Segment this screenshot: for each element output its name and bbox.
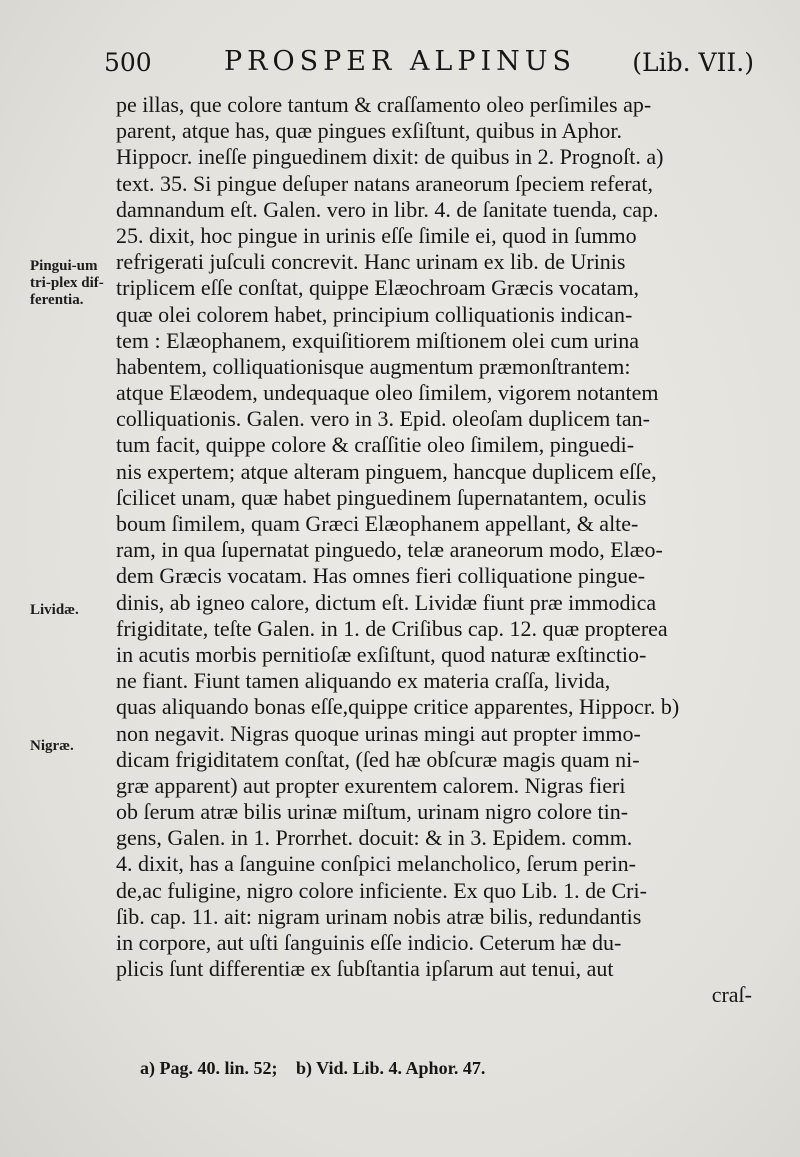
text-line: plicis ſunt differentiæ ex ſubſtantia ipſarum aut tenui, aut	[116, 956, 614, 982]
main-text-block	[116, 92, 764, 1009]
text-line: pe illas, que colore tantum & craſſamento oleo perſimiles ap-	[116, 92, 652, 117]
text-line: tem : Elæophanem, exquiſitiorem miſtionem olei cum urina	[116, 327, 640, 353]
running-title: PROSPER ALPINUS	[224, 46, 577, 77]
text-line: ob ſerum atræ bilis urinæ miſtum, urinam nigro colore tin-	[116, 799, 629, 825]
text-line: habentem, colliquationisque augmentum præmonſtrantem:	[116, 353, 631, 379]
text-line: quas aliquando bonas eſſe,quippe critice apparentes, Hippocr. b)	[116, 694, 680, 720]
footnote-a: a) Pag. 40. lin. 52;	[140, 1058, 278, 1078]
text-line: ſib. cap. 11. ait: nigram urinam nobis atræ bilis, redundantis	[116, 903, 642, 929]
text-line: nis expertem; atque alteram pinguem, hancque duplicem eſſe,	[116, 458, 657, 484]
text-line: damnandum eſt. Galen. vero in libr. 4. de ſanitate tuenda, cap.	[116, 196, 659, 222]
margin-note-lividae: Lividæ.	[30, 602, 79, 618]
footnotes	[140, 1058, 499, 1079]
catchword: craſ-	[711, 982, 752, 1008]
text-line: dicam frigiditatem conſtat, (ſed hæ obſcuræ magis quam ni-	[116, 746, 640, 772]
text-line: in corpore, aut uſti ſanguinis eſſe indicio. Ceterum hæ du-	[116, 930, 622, 955]
text-line: in acutis morbis pernitioſæ exſiſtunt, quod naturæ exſtinctio-	[116, 641, 647, 667]
text-line: Hippocr. ineſſe pinguedinem dixit: de quibus in 2. Prognoſt. a)	[116, 144, 664, 170]
text-line: boum ſimilem, quam Græci Elæophanem appellant, & alte-	[116, 511, 639, 536]
text-line: quæ olei colorem habet, principium colliquationis indican-	[116, 301, 633, 327]
text-line: frigiditate, teſte Galen. in 1. de Criſibus cap. 12. quæ propterea	[116, 615, 668, 641]
text-line: gens, Galen. in 1. Prorrhet. docuit: & in 3. Epidem. comm.	[116, 825, 633, 851]
text-line: de,ac fuligine, nigro colore inficiente. Ex quo Lib. 1. de Cri-	[116, 877, 647, 903]
text-line: dinis, ab igneo calore, dictum eſt. Lividæ fiunt præ immodica	[116, 589, 657, 615]
text-line: non negavit. Nigras quoque urinas mingi aut propter immo-	[116, 720, 641, 746]
footnote-b: b) Vid. Lib. 4. Aphor. 47.	[296, 1058, 486, 1078]
text-line: triplicem eſſe conſtat, quippe Elæochroam Græcis vocatam,	[116, 275, 639, 301]
text-line: atque Elæodem, undequaque oleo ſimilem, vigorem notantem	[116, 380, 659, 406]
text-line: ſcilicet unam, quæ habet pinguedinem ſupernatantem, oculis	[116, 484, 647, 510]
text-line: parent, atque has, quæ pingues exſiſtunt, quibus in Aphor.	[116, 118, 622, 144]
text-line: 25. dixit, hoc pingue in urinis eſſe ſimile ei, quod in ſummo	[116, 222, 637, 248]
book-reference: (Lib. VII.)	[632, 48, 754, 77]
margin-note-pingui: Pingui-um tri-plex dif-ferentia.	[30, 258, 104, 308]
text-line: colliquationis. Galen. vero in 3. Epid. oleoſam duplicem tan-	[116, 406, 650, 432]
text-line: ne fiant. Fiunt tamen aliquando ex materia craſſa, livida,	[116, 668, 611, 694]
text-line: dem Græcis vocatam. Has omnes fieri colliquatione pingue-	[116, 563, 646, 589]
text-line: ram, in qua ſupernatat pinguedo, telæ araneorum modo, Elæo-	[116, 537, 663, 563]
text-line: græ apparent) aut propter exurentem calorem. Nigras fieri	[116, 772, 626, 798]
text-line: text. 35. Si pingue deſuper natans araneorum ſpeciem referat,	[116, 170, 653, 196]
text-line: tum facit, quippe colore & craſſitie oleo ſimilem, pinguedi-	[116, 432, 635, 458]
page-header	[104, 48, 764, 82]
text-line: 4. dixit, has a ſanguine conſpici melancholico, ſerum perin-	[116, 851, 636, 877]
page-number: 500	[104, 48, 152, 77]
margin-note-nigrae: Nigræ.	[30, 738, 74, 754]
text-line: refrigerati juſculi concrevit. Hanc urinam ex lib. de Urinis	[116, 249, 626, 275]
